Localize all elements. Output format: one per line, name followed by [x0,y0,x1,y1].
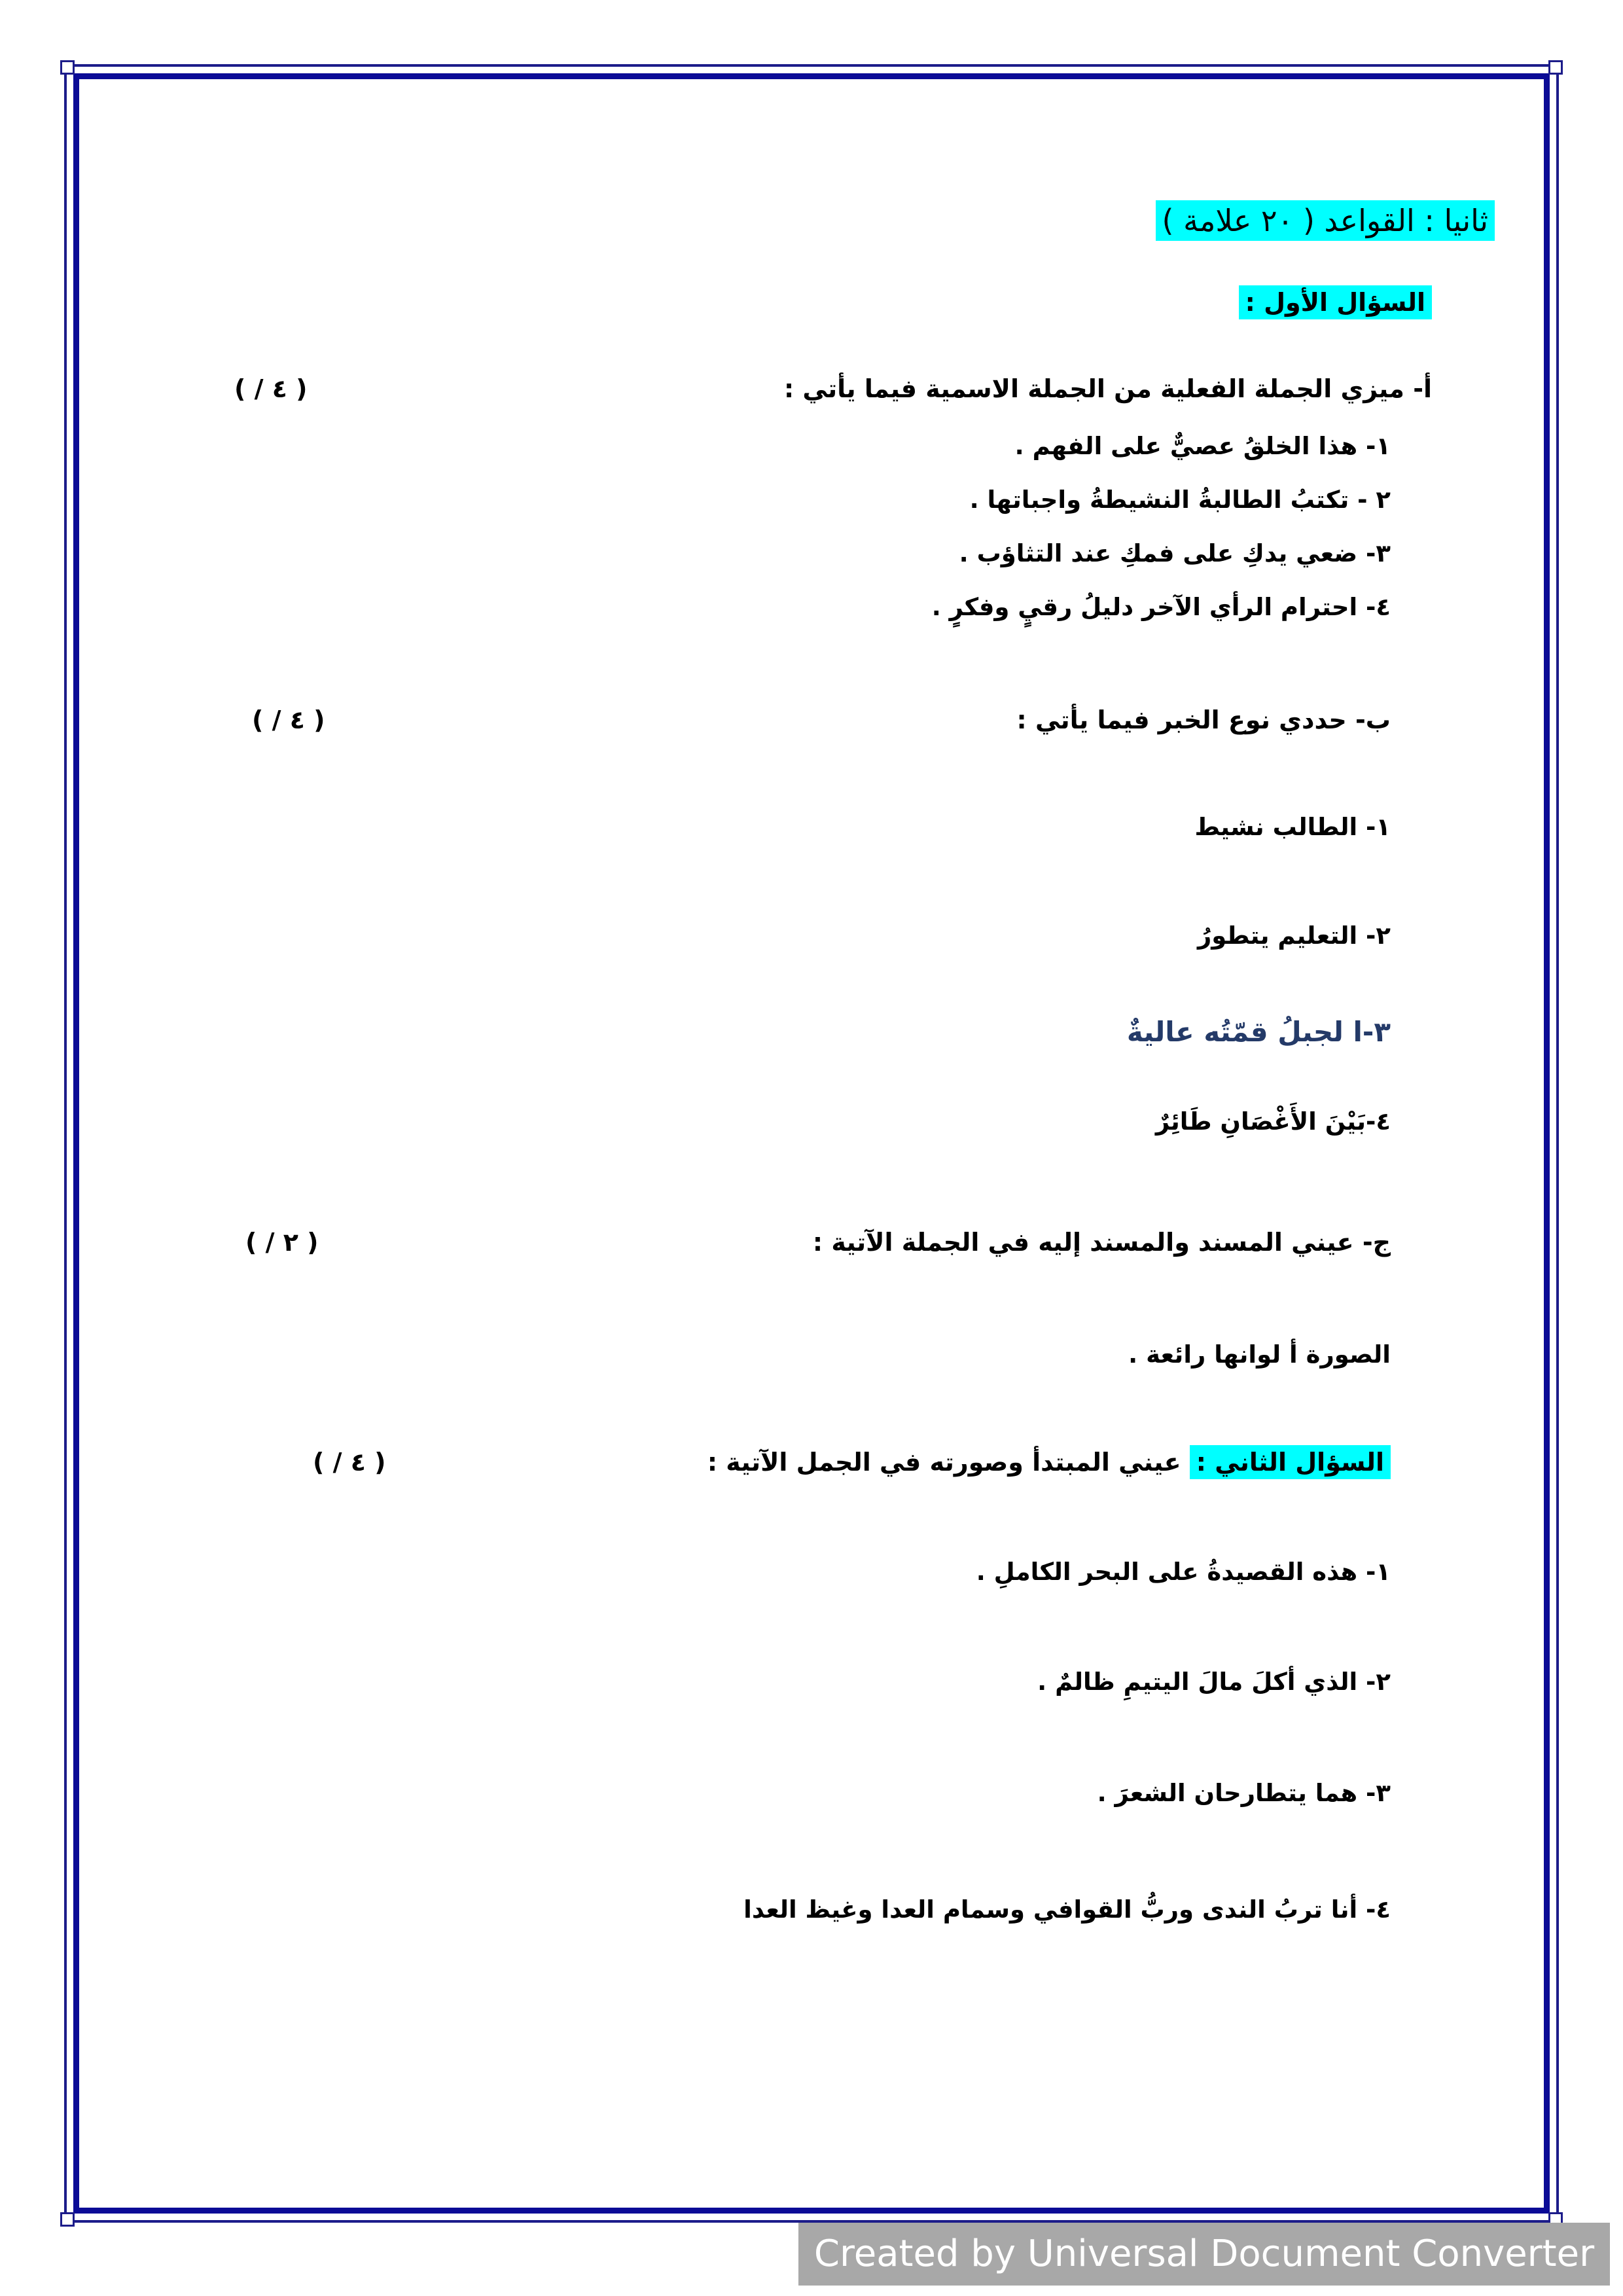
border-corner [60,2212,75,2227]
part-c-prompt: ج- عيني المسند والمسند إليه في الجملة الآتية : [812,1228,1391,1257]
question-2-heading: السؤال الثاني : [1190,1445,1391,1479]
question-2-mark: ( ٤ / ) [313,1448,386,1477]
part-a-item-3: ٣- ضعي يدكِ على فمكِ عند التثاؤب . [959,539,1391,567]
border-corner [60,60,75,75]
part-b-prompt: ب- حددي نوع الخبر فيما يأتي : [1016,706,1391,734]
part-a-mark: ( ٤ / ) [234,374,308,403]
part-b-item-2: ٢- التعليم يتطورُ [1197,922,1391,950]
question-2-item-1: ١- هذه القصيدةُ على البحر الكاملِ . [976,1558,1391,1586]
part-a-item-1: ١- هذا الخلقُ عصيٌّ على الفهم . [1014,432,1391,460]
part-b-item-3: ٣-ا لجبلُ قمّتُه عاليةٌ [1126,1016,1391,1048]
part-a-item-4: ٤- احترام الرأي الآخر دليلُ رقيٍ وفكرٍ . [931,593,1391,621]
border-corner [1548,60,1563,75]
part-c-mark: ( ٢ / ) [245,1228,319,1257]
part-b-item-4: ٤-بَيْنَ الأَغْصَانِ طَائِرٌ [1155,1107,1391,1136]
question-1-heading: السؤال الأول : [1239,288,1432,317]
part-a-prompt: أ- ميزي الجملة الفعلية من الجملة الاسمية فيما يأتي : [784,374,1432,403]
question-2-prompt: عيني المبتدأ وصورته في الجمل الآتية : [707,1448,1181,1477]
part-c-sentence: الصورة أ لوانها رائعة . [1128,1340,1391,1369]
part-b-mark: ( ٤ / ) [252,706,325,734]
converter-watermark: Created by Universal Document Converter [798,2223,1610,2286]
question-2-item-4: ٤- أنا تربُ الندى وربُّ القوافي وسمام العدا وغيظ العدا [743,1895,1391,1924]
part-b-item-1: ١- الطالب نشيط [1194,813,1391,841]
section-title: ثانيا : القواعد ( ٢٠ علامة ) [1156,203,1495,238]
question-2-item-2: ٢- الذي أكلَ مالَ اليتيمِ ظالمٌ . [1037,1668,1391,1696]
question-2-item-3: ٣- هما يتطارحان الشعرَ . [1097,1779,1391,1807]
question-2-line [707,1448,1391,1477]
part-a-item-2: ٢ - تكتبُ الطالبةُ النشيطةُ واجباتها . [969,486,1391,514]
